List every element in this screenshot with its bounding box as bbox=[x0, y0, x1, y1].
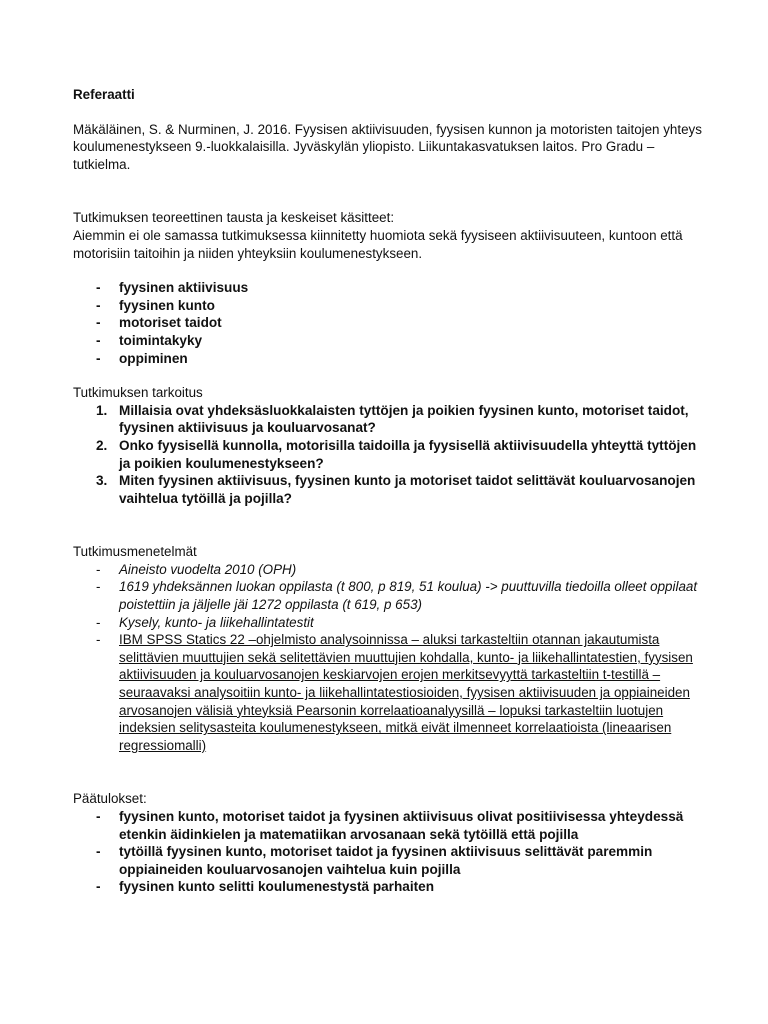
methods-heading: Tutkimusmenetelmät bbox=[73, 544, 197, 560]
list-item bbox=[73, 437, 703, 472]
list-item: - fyysinen aktiivisuus bbox=[73, 279, 703, 297]
question-text: Miten fyysinen aktiivisuus, fyysinen kunto ja motoriset taidot selittävät kouluarvosanojen vaihtelua tytöillä ja pojilla? bbox=[119, 473, 696, 506]
list-item: - fyysinen kunto bbox=[73, 297, 703, 315]
background-text: Aiemmin ei ole samassa tutkimuksessa kiinnitetty huomiota sekä fyysiseen aktiivisuuteen, kuntoon että motorisiin taitoihin ja niiden yhteyksiin koulumenestykseen. bbox=[73, 227, 683, 261]
list-item: - fyysinen kunto selitti koulumenestystä parhaiten bbox=[73, 878, 703, 896]
document-title: Referaatti bbox=[73, 87, 135, 102]
list-item: - fyysinen kunto, motoriset taidot ja fyysinen aktiivisuus olivat positiivisessa yhteydessä etenkin äidinkielen ja matematiikan arvosanaan sekä tytöillä että pojilla bbox=[73, 808, 703, 843]
results-heading: Päätulokset: bbox=[73, 791, 147, 807]
list-number: 2. bbox=[96, 437, 108, 453]
list-item: - Kysely, kunto- ja liikehallintatestit bbox=[73, 614, 703, 632]
list-item: - IBM SPSS Statics 22 –ohjelmisto analysoinnissa – aluksi tarkasteltiin otannan jakautumista selittävien muuttujien sekä selitettävien muuttujien kohdalla, kunto- ja liikehallintatestien, fyysisen aktiivisuuden ja kouluarvosanojen keskiarvojen erojen merkitsevyyttä tarkasteltiin t-testillä – seuraavaksi analysoitiin kunto- ja liikehallintatestiosioiden, fyysisen aktiivisuuden ja oppiaineiden arvosanojen välisiä yhteyksiä Pearsonin korrelaatioanalyysillä – lopuksi tarkasteltiin luotujen indeksien selitysasteita koulumenestykseen, mitkä eivät ilmenneet korrelaatioista (lineaarisen regressiomalli) bbox=[73, 631, 703, 754]
list-item: - motoriset taidot bbox=[73, 314, 703, 332]
questions-list bbox=[73, 402, 703, 508]
purpose-heading: Tutkimuksen tarkoitus bbox=[73, 385, 203, 401]
document-body bbox=[73, 86, 703, 896]
list-number: 3. bbox=[96, 473, 108, 489]
list-item: - Aineisto vuodelta 2010 (OPH) bbox=[73, 561, 703, 579]
list-item: - oppiminen bbox=[73, 350, 703, 368]
concepts-list bbox=[73, 279, 703, 367]
question-text: Millaisia ovat yhdeksäsluokkalaisten tyttöjen ja poikien fyysinen kunto, motoriset taidot, fyysinen aktiivisuus ja kouluarvosanat? bbox=[119, 402, 689, 436]
results-list bbox=[73, 808, 703, 896]
list-item: - 1619 yhdeksännen luokan oppilasta (t 800, p 819, 51 koulua) -> puuttuvilla tiedoilla olleet oppilaat poistettiin ja jäljelle jäi 1272 oppilasta (t 619, p 653) bbox=[73, 578, 703, 613]
citation: Mäkäläinen, S. & Nurminen, J. 2016. Fyysisen aktiivisuuden, fyysisen kunnon ja motoristen taitojen yhteys koulumenestykseen 9.-luokkalaisilla. Jyväskylän yliopisto. Liikuntakasvatuksen laitos. Pro Gradu –tutkielma. bbox=[73, 121, 702, 172]
background-heading: Tutkimuksen teoreettinen tausta ja keskeiset käsitteet: bbox=[73, 210, 395, 226]
list-item bbox=[73, 402, 703, 437]
list-item: - tytöillä fyysinen kunto, motoriset taidot ja fyysinen aktiivisuus selittävät paremmin oppiaineiden kouluarvosanojen vaihtelua kuin pojilla bbox=[73, 843, 703, 878]
list-item bbox=[73, 472, 703, 507]
list-item: - toimintakyky bbox=[73, 332, 703, 350]
question-text: Onko fyysisellä kunnolla, motorisilla taidoilla ja fyysisellä aktiivisuudella yhteyttä tyttöjen ja poikien koulumenestykseen? bbox=[119, 437, 697, 471]
methods-list bbox=[73, 561, 703, 755]
list-number: 1. bbox=[96, 402, 108, 418]
